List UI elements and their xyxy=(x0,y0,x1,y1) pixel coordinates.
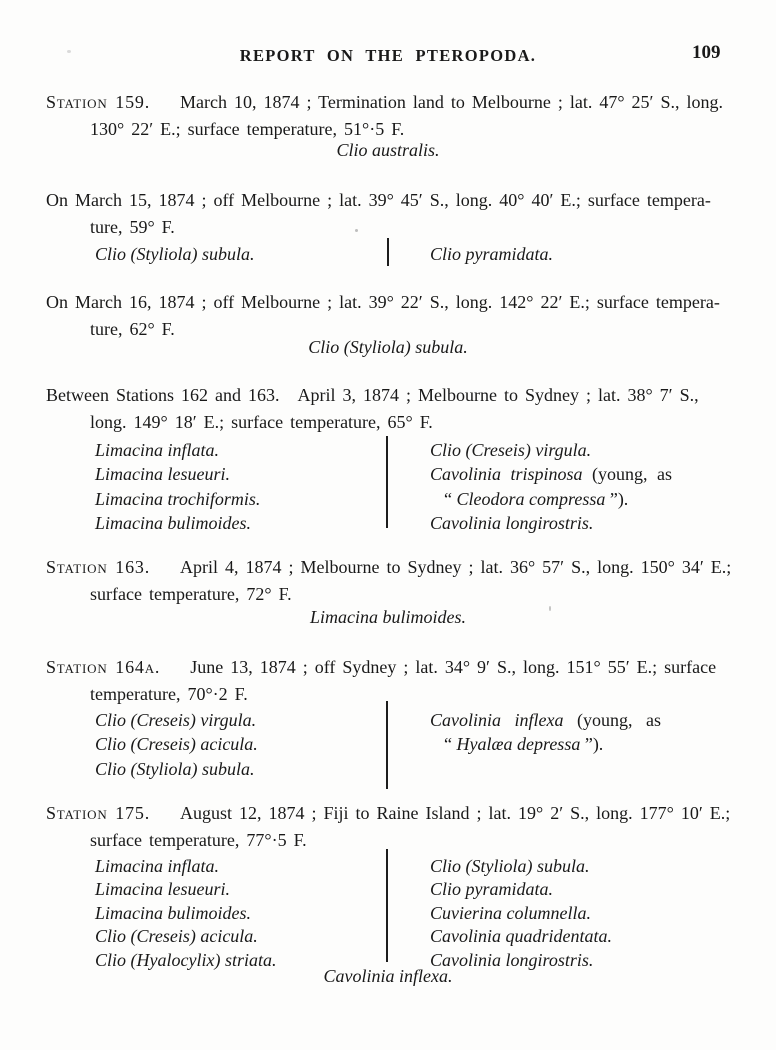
march-15-species-left: Clio (Styliola) subula. xyxy=(95,244,255,264)
species-item: Cuvierina columnella. xyxy=(430,902,591,923)
station-163-species-centered: Limacina bulimoides. xyxy=(310,607,466,627)
station-164a-species-left-column xyxy=(95,708,258,781)
march-16-species-centered: Clio (Styliola) subula. xyxy=(308,337,468,357)
stations-162-163-heading-line-1 xyxy=(46,385,699,405)
stations-162-163-heading-line-2: long. 149° 18′ E.; surface temperature, 65° F. xyxy=(90,412,433,432)
station-163-label: Station 163. xyxy=(46,557,151,577)
station-164a-label: Station 164a. xyxy=(46,657,161,677)
scan-speck xyxy=(355,229,358,232)
page-title: REPORT ON THE PTEROPODA. xyxy=(239,46,537,65)
stations-162-163-species-right-column xyxy=(430,438,672,536)
species-item: Clio (Styliola) subula. xyxy=(95,758,255,779)
stations-162-163-heading-text: April 3, 1874 ; Melbourne to Sydney ; lat. 38° 7′ S., xyxy=(297,385,699,405)
species-item: Limacina lesueuri. xyxy=(95,879,230,900)
march-15-heading-line-2: ture, 59° F. xyxy=(90,217,175,237)
species-name: Cavolinia trispinosa xyxy=(430,464,583,485)
march-16-heading-line-2: ture, 62° F. xyxy=(90,319,175,339)
species-item: Clio (Creseis) virgula. xyxy=(95,710,257,730)
station-159-heading-line-2: 130° 22′ E.; surface temperature, 51°·5 F. xyxy=(90,119,405,139)
march-15-species-right: Clio pyramidata. xyxy=(430,244,554,264)
species-item: Cavolinia longirostris. xyxy=(430,513,594,534)
scan-speck xyxy=(67,50,71,53)
species-item-wrap xyxy=(444,732,661,756)
species-item: Clio (Hyalocylix) striata. xyxy=(95,949,277,970)
stations-162-163-label: Between Stations 162 and 163. xyxy=(46,385,280,405)
station-159-species-centered: Clio australis. xyxy=(336,140,440,160)
species-item: Cavolinia longirostris. xyxy=(430,949,594,970)
species-name: Cleodora compressa xyxy=(456,488,606,509)
station-164a-heading-line-1 xyxy=(46,657,716,677)
station-159-heading-line-1 xyxy=(46,92,723,112)
species-item: Clio (Styliola) subula. xyxy=(430,856,590,876)
species-item: Limacina lesueuri. xyxy=(95,464,230,485)
species-item xyxy=(430,708,661,732)
page-number: 109 xyxy=(692,42,721,63)
species-item xyxy=(430,462,672,486)
station-175-label: Station 175. xyxy=(46,803,151,823)
column-divider-rule xyxy=(386,849,388,962)
station-159-heading-text: March 10, 1874 ; Termination land to Melbourne ; lat. 47° 25′ S., long. xyxy=(180,92,723,112)
station-163-heading-line-1 xyxy=(46,557,731,577)
station-163-heading-text: April 4, 1874 ; Melbourne to Sydney ; lat. 36° 57′ S., long. 150° 34′ E.; xyxy=(180,557,732,577)
open-quote: “ xyxy=(444,734,457,755)
station-175-species-left-column xyxy=(95,855,276,972)
species-item: Limacina inflata. xyxy=(95,440,220,460)
species-note: (young, as xyxy=(563,710,661,730)
station-164a-heading-text: June 13, 1874 ; off Sydney ; lat. 34° 9′ S., long. 151° 55′ E.; surface xyxy=(190,657,717,677)
close-quote: ”). xyxy=(580,734,604,755)
species-item: Clio pyramidata. xyxy=(430,879,554,900)
species-item: Clio (Creseis) virgula. xyxy=(430,440,592,460)
station-175-heading-text: August 12, 1874 ; Fiji to Raine Island ; lat. 19° 2′ S., long. 177° 10′ E.; xyxy=(180,803,731,823)
station-175-species-centered: Cavolinia inflexa. xyxy=(323,966,453,986)
open-quote: “ xyxy=(444,488,457,509)
species-item: Clio (Creseis) acicula. xyxy=(95,734,258,755)
station-164a-species-right-column xyxy=(430,708,661,757)
station-164a-heading-line-2: temperature, 70°·2 F. xyxy=(90,684,248,704)
station-163-heading-line-2: surface temperature, 72° F. xyxy=(90,584,292,604)
stations-162-163-species-left-column xyxy=(95,438,260,536)
march-15-heading-line-1: On March 15, 1874 ; off Melbourne ; lat. 39° 45′ S., long. 40° 40′ E.; surface tempera- xyxy=(46,190,711,210)
species-item-wrap xyxy=(444,487,672,511)
station-159-label: Station 159. xyxy=(46,92,151,112)
species-item: Limacina bulimoides. xyxy=(95,902,251,923)
column-divider-rule xyxy=(387,238,389,266)
species-name: Cavolinia inflexa xyxy=(430,710,564,730)
species-name: Hyalæa depressa xyxy=(456,734,581,755)
species-note: (young, as xyxy=(582,464,673,485)
column-divider-rule xyxy=(386,436,388,528)
close-quote: ”). xyxy=(605,488,629,509)
station-175-species-right-column xyxy=(430,855,612,972)
species-item: Limacina trochiformis. xyxy=(95,488,261,509)
march-16-heading-line-1: On March 16, 1874 ; off Melbourne ; lat. 39° 22′ S., long. 142° 22′ E.; surface tempera- xyxy=(46,292,720,312)
station-175-heading-line-1 xyxy=(46,803,730,823)
species-item: Limacina bulimoides. xyxy=(95,513,251,534)
column-divider-rule xyxy=(386,701,388,789)
species-item: Clio (Creseis) acicula. xyxy=(95,926,258,947)
species-item: Cavolinia quadridentata. xyxy=(430,926,612,947)
species-item: Limacina inflata. xyxy=(95,856,220,876)
station-175-heading-line-2: surface temperature, 77°·5 F. xyxy=(90,830,307,850)
